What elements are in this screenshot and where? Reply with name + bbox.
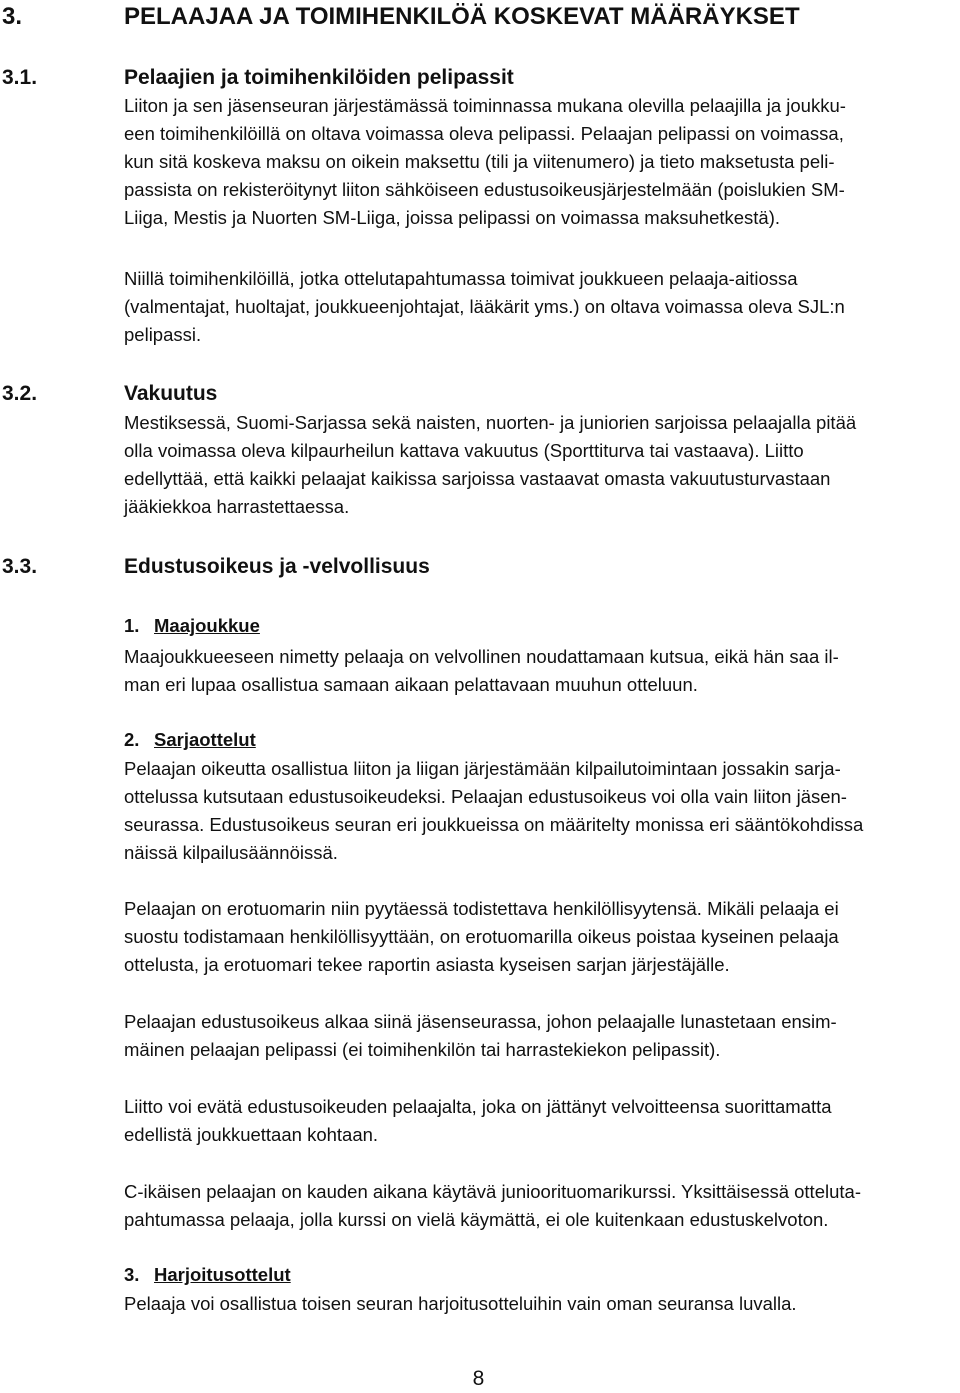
- paragraph-line: edellistä joukkuettaan kohtaan.: [124, 1124, 379, 1145]
- paragraph-line: C-ikäisen pelaajan on kauden aikana käytävä junioorituomarikurssi. Yksittäisessä otteluta-: [124, 1181, 861, 1202]
- paragraph-line: Pelaaja voi osallistua toisen seuran harjoitusotteluihin vain oman seuransa luvalla.: [124, 1293, 797, 1314]
- paragraph-line: jääkiekkoa harrastettaessa.: [124, 496, 350, 517]
- section-title: Edustusoikeus ja -velvollisuus: [124, 555, 430, 578]
- paragraph-line: (valmentajat, huoltajat, joukkueenjohtajat, lääkärit yms.) on oltava voimassa oleva SJL:n: [124, 296, 845, 317]
- page-number: [0, 1366, 960, 1392]
- subsection-number: 1.: [124, 615, 140, 636]
- paragraph-line: Pelaajan edustusoikeus alkaa siinä jäsenseurassa, johon pelaajalle lunastetaan ensim-: [124, 1011, 837, 1032]
- paragraph-line: Niillä toimihenkilöillä, jotka ottelutapahtumassa toimivat joukkueen pelaaja-aitiossa: [124, 268, 798, 289]
- subsection-heading-maajoukkue: [124, 612, 260, 640]
- paragraph-line: kun sitä koskeva maksu on oikein maksettu (tili ja viitenumero) ja tieto maksetusta peli-: [124, 151, 835, 172]
- section-title: Vakuutus: [124, 382, 218, 405]
- paragraph-line: olla voimassa oleva kilpaurheilun kattava vakuutus (Sporttiturva tai vastaava). Liitto: [124, 440, 804, 461]
- section-number: 3.3.: [2, 555, 38, 578]
- subsection-heading-harjoitusottelut: [124, 1261, 291, 1289]
- section-number: 3.2.: [2, 382, 38, 405]
- paragraph-line: Mestiksessä, Suomi-Sarjassa sekä naisten, nuorten- ja juniorien sarjoissa pelaajalla pitää: [124, 412, 857, 433]
- paragraph-line: pahtumassa pelaaja, jolla kurssi on vielä käymättä, ei ole kuitenkaan edustuskelvoton.: [124, 1209, 829, 1230]
- paragraph-line: näissä kilpailusäännöissä.: [124, 842, 338, 863]
- paragraph-line: ottelusta, ja erotuomari tekee raportin asiasta kyseisen sarjan järjestäjälle.: [124, 954, 730, 975]
- paragraph-line: Maajoukkueeseen nimetty pelaaja on velvollinen noudattamaan kutsua, eikä hän saa il-: [124, 646, 839, 667]
- subsection-heading-sarjaottelut: [124, 726, 256, 754]
- paragraph-line: man eri lupaa osallistua samaan aikaan pelattavaan muuhun otteluun.: [124, 674, 698, 695]
- chapter-number: 3.: [2, 3, 23, 30]
- paragraph-line: ottelussa kutsutaan edustusoikeudeksi. Pelaajan edustusoikeus voi olla vain liiton jäsen-: [124, 786, 847, 807]
- paragraph-line: pelipassi.: [124, 324, 202, 345]
- paragraph-line: passista on rekisteröitynyt liiton sähköiseen edustusoikeusjärjestelmään (poislukien SM-: [124, 179, 845, 200]
- paragraph-line: Pelaajan on erotuomarin niin pyytäessä todistettava henkilöllisyytensä. Mikäli pelaaja ei: [124, 898, 839, 919]
- paragraph-line: Pelaajan oikeutta osallistua liiton ja liigan järjestämään kilpailutoimintaan jossakin sarja-: [124, 758, 841, 779]
- paragraph-line: seurassa. Edustusoikeus seuran eri joukkueissa on määritelty monissa eri sääntökohdissa: [124, 814, 864, 835]
- paragraph-line: mäinen pelaajan pelipassi (ei toimihenkilön tai harrastekiekon pelipassit).: [124, 1039, 721, 1060]
- section-title: Pelaajien ja toimihenkilöiden pelipassit: [124, 66, 514, 89]
- subsection-title: Harjoitusottelut: [154, 1264, 291, 1285]
- section-heading-3-3: [2, 552, 430, 582]
- section-heading-3-1: [2, 63, 514, 93]
- section-number: 3.1.: [2, 66, 38, 89]
- subsection-number: 3.: [124, 1264, 140, 1285]
- paragraph-line: Liiton ja sen jäsenseuran järjestämässä toiminnassa mukana olevilla pelaajilla ja joukku-: [124, 95, 846, 116]
- subsection-number: 2.: [124, 729, 140, 750]
- page-number-text: 8: [472, 1367, 485, 1390]
- subsection-title: Sarjaottelut: [154, 729, 256, 750]
- section-heading-3-2: [2, 379, 217, 409]
- paragraph-line: suostu todistamaan henkilöllisyyttään, on erotuomarilla oikeus poistaa kyseinen pelaaja: [124, 926, 839, 947]
- paragraph-line: een toimihenkilöillä on oltava voimassa oleva pelipassi. Pelaajan pelipassi on voimassa,: [124, 123, 844, 144]
- subsection-title: Maajoukkue: [154, 615, 260, 636]
- chapter-heading: [2, 2, 800, 32]
- chapter-title: PELAAJAA JA TOIMIHENKILÖÄ KOSKEVAT MÄÄRÄYKSET: [124, 3, 800, 30]
- paragraph-line: edellyttää, että kaikki pelaajat kaikissa sarjoissa vastaavat omasta vakuutusturvastaan: [124, 468, 831, 489]
- paragraph-line: Liitto voi evätä edustusoikeuden pelaajalta, joka on jättänyt velvoitteensa suorittamatta: [124, 1096, 832, 1117]
- paragraph-line: Liiga, Mestis ja Nuorten SM-Liiga, joissa pelipassi on voimassa maksuhetkestä).: [124, 207, 781, 228]
